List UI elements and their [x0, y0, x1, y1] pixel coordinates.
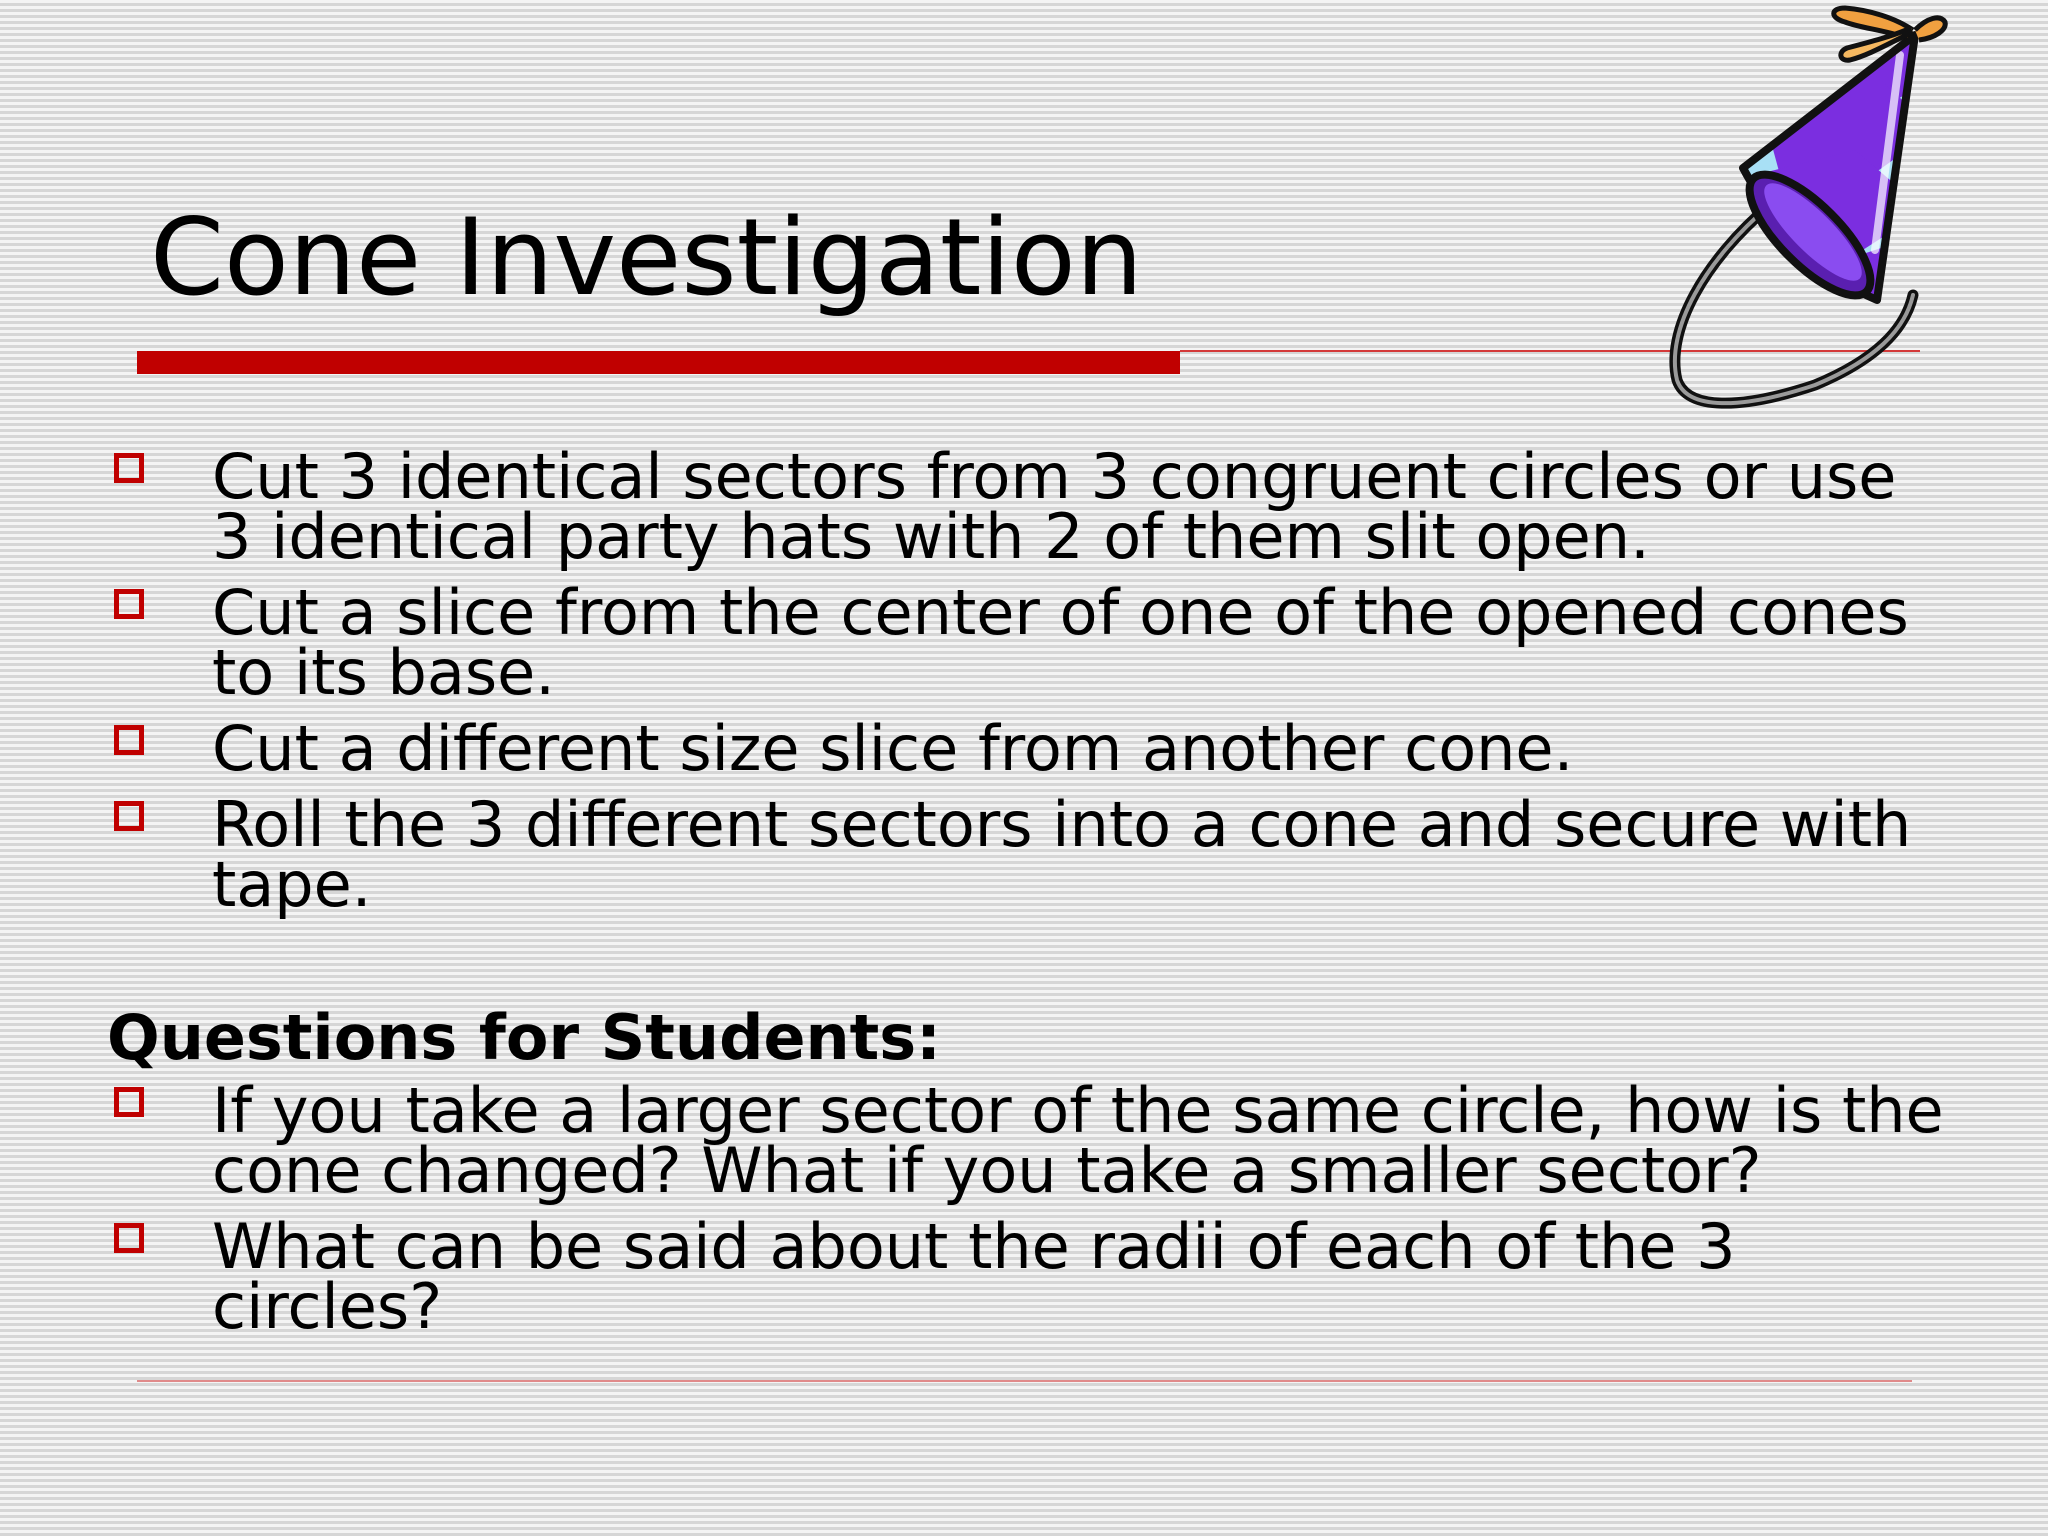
hollow-square-bullet-icon [114, 1087, 144, 1117]
step-item [212, 712, 1952, 785]
question-text: What can be said about the radii of each of the 3 circles? [212, 1210, 1736, 1343]
step-text: Cut 3 identical sectors from 3 congruent circles or use 3 identical party hats with 2 of them slit open. [212, 440, 1897, 573]
questions-heading: Questions for Students: [107, 1001, 941, 1074]
question-item [212, 1210, 1952, 1343]
party-hat-icon [1645, 0, 1975, 420]
footer-rule-line [137, 1380, 1912, 1382]
step-item [212, 576, 1952, 709]
hollow-square-bullet-icon [114, 453, 144, 483]
question-item [212, 1074, 1952, 1207]
title-underline-bar [137, 351, 1180, 374]
slide-title: Cone Investigation [150, 196, 1143, 319]
question-text: If you take a larger sector of the same circle, how is the cone changed? What if you take a smaller sector? [212, 1074, 1944, 1207]
hollow-square-bullet-icon [114, 589, 144, 619]
hollow-square-bullet-icon [114, 725, 144, 755]
hollow-square-bullet-icon [114, 801, 144, 831]
step-text: Cut a slice from the center of one of the opened cones to its base. [212, 576, 1909, 709]
step-item [212, 788, 1952, 921]
hollow-square-bullet-icon [114, 1223, 144, 1253]
step-text: Cut a different size slice from another cone. [212, 712, 1574, 785]
step-item [212, 440, 1952, 573]
step-text: Roll the 3 different sectors into a cone and secure with tape. [212, 788, 1912, 921]
